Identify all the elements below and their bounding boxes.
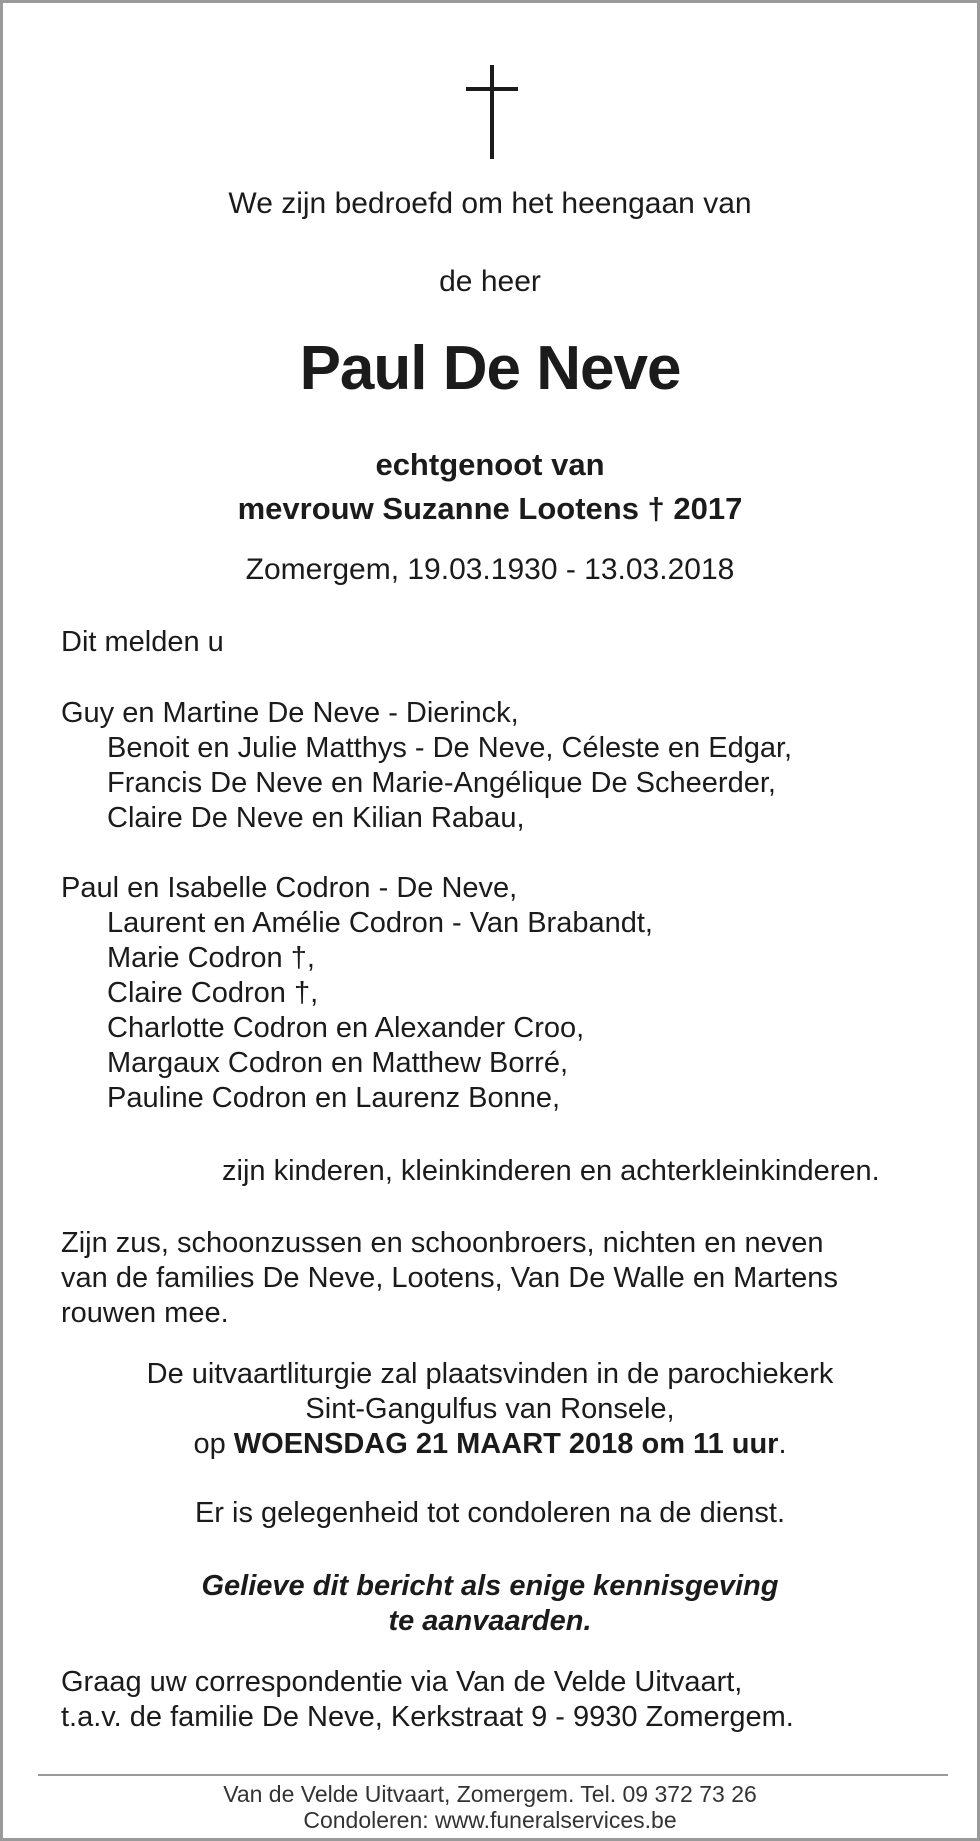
family-member: Claire De Neve en Kilian Rabau, bbox=[107, 802, 525, 834]
condolence-note: Er is gelegenheid tot condoleren na de dienst. bbox=[194, 1497, 786, 1529]
notice-line-1: Gelieve dit bericht als enige kennisgeving bbox=[201, 1570, 779, 1602]
family-head: Guy en Martine De Neve - Dierinck, bbox=[61, 697, 519, 729]
liturgy-paragraph bbox=[3, 1357, 977, 1462]
family-member: Margaux Codron en Matthew Borré, bbox=[107, 1047, 568, 1079]
family-member: Marie Codron †, bbox=[107, 942, 315, 974]
cross-icon bbox=[466, 65, 518, 159]
liturgy-line-2: Sint-Gangulfus van Ronsele, bbox=[305, 1393, 675, 1425]
family-member: Benoit en Julie Matthys - De Neve, Céleste en Edgar, bbox=[107, 732, 793, 764]
relatives-line: Zijn zus, schoonzussen en schoonbroers, nichten en neven bbox=[61, 1227, 824, 1259]
family-head: Paul en Isabelle Codron - De Neve, bbox=[61, 872, 518, 904]
spouse-line-2: mevrouw Suzanne Lootens † 2017 bbox=[237, 491, 743, 526]
notice-paragraph bbox=[3, 1569, 977, 1639]
relatives-paragraph bbox=[61, 1226, 838, 1331]
family-member: Pauline Codron en Laurenz Bonne, bbox=[107, 1082, 561, 1114]
footer-contact: Van de Velde Uitvaart, Zomergem. Tel. 09 372 73 26 bbox=[223, 1781, 757, 1807]
deceased-name: Paul De Neve bbox=[299, 334, 681, 403]
relatives-line: rouwen mee. bbox=[61, 1297, 229, 1329]
family-member: Francis De Neve en Marie-Angélique De Scheerder, bbox=[107, 767, 776, 799]
notice-line-2: te aanvaarden. bbox=[388, 1605, 592, 1637]
liturgy-date: WOENSDAG 21 MAART 2018 om 11 uur bbox=[233, 1428, 779, 1460]
family-summary: zijn kinderen, kleinkinderen en achterkleinkinderen. bbox=[222, 1155, 880, 1187]
family-member: Claire Codron †, bbox=[107, 977, 319, 1009]
family-member: Laurent en Amélie Codron - Van Brabandt, bbox=[107, 907, 653, 939]
correspondence-line: Graag uw correspondentie via Van de Velde Uitvaart, bbox=[61, 1666, 743, 1698]
correspondence-line: t.a.v. de familie De Neve, Kerkstraat 9 - 9930 Zomergem. bbox=[61, 1701, 794, 1733]
footer bbox=[3, 1781, 977, 1833]
birth-death-dates: Zomergem, 19.03.1930 - 13.03.2018 bbox=[245, 553, 735, 586]
liturgy-suffix: . bbox=[778, 1428, 787, 1460]
liturgy-line-3 bbox=[3, 1427, 977, 1462]
footer-divider bbox=[38, 1774, 948, 1776]
correspondence-paragraph bbox=[61, 1665, 794, 1735]
salutation: de heer bbox=[439, 265, 541, 298]
intro-text: We zijn bedroefd om het heengaan van bbox=[228, 187, 752, 220]
spouse-line-1: echtgenoot van bbox=[375, 447, 605, 482]
relatives-line: van de families De Neve, Lootens, Van De Walle en Martens bbox=[61, 1262, 838, 1294]
family-member: Charlotte Codron en Alexander Croo, bbox=[107, 1012, 585, 1044]
announcement: Dit melden u bbox=[61, 626, 224, 658]
footer-website: Condoleren: www.funeralservices.be bbox=[303, 1807, 677, 1833]
liturgy-line-1: De uitvaartliturgie zal plaatsvinden in de parochiekerk bbox=[146, 1358, 834, 1390]
family-group-1 bbox=[61, 696, 792, 836]
family-group-2 bbox=[61, 871, 653, 1116]
liturgy-prefix: op bbox=[193, 1428, 234, 1460]
